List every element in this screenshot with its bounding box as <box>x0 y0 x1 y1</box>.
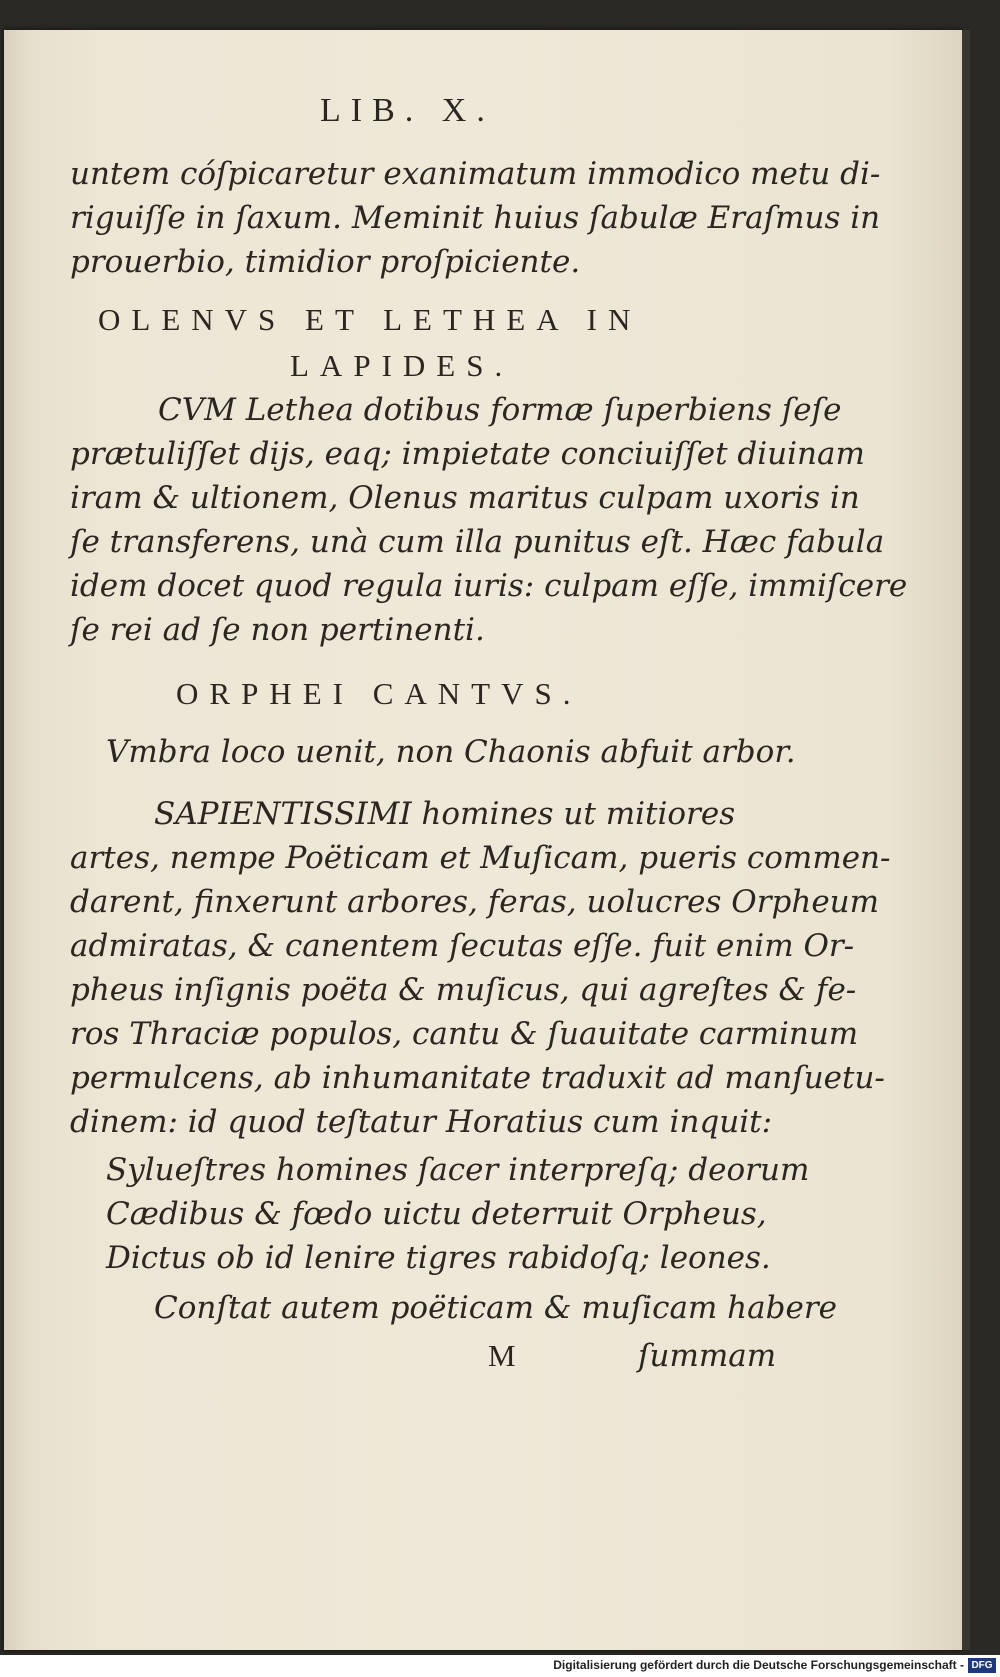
text-line: permulcens, ab inhumanitate traduxit ad manſuetu- <box>70 1060 885 1096</box>
text-line: Conſtat autem poëticam & muſicam habere <box>154 1290 837 1326</box>
signature-mark: M <box>488 1338 516 1373</box>
running-head: LIB. X. <box>320 92 495 129</box>
text-line: untem cóſpicaretur exanimatum immodico metu di- <box>70 156 881 192</box>
verse-line: Cædibus & fœdo uictu deterruit Orpheus, <box>106 1196 767 1232</box>
footer-bar <box>0 1655 1000 1677</box>
section-heading-orphei: ORPHEI CANTVS. <box>176 676 582 711</box>
text-line: SAPIENTISSIMI homines ut mitiores <box>154 796 736 832</box>
text-line: CVM Lethea dotibus formæ ſuperbiens ſeſe <box>158 392 842 428</box>
verse-line: Sylueſtres homines ſacer interpreſq; deorum <box>106 1152 810 1188</box>
text-line: ſe transferens, unà cum illa punitus eſt. Hæc fabula <box>70 524 885 560</box>
text-line: darent, finxerunt arbores, feras, uolucres Orpheum <box>70 884 880 920</box>
motto-line: Vmbra loco uenit, non Chaonis abfuit arbor. <box>106 734 796 770</box>
text-line: artes, nempe Poëticam et Muſicam, pueris commen- <box>70 840 891 876</box>
text-line: pheus inſignis poëta & muſicus, qui agreſtes & fe- <box>70 972 857 1008</box>
text-line: prætuliſſet dijs, eaq; impietate conciuiſſet diuinam <box>70 436 865 472</box>
text-line: idem docet quod regula iuris: culpam eſſe, immiſcere <box>70 568 908 604</box>
text-line: ros Thraciæ populos, cantu & ſuauitate carminum <box>70 1016 859 1052</box>
section-heading-olenus: OLENVS ET LETHEA IN <box>98 302 642 337</box>
text-line: iram & ultionem, Olenus maritus culpam uxoris in <box>70 480 860 516</box>
page-edge <box>962 30 970 1650</box>
text-line: riguiſſe in ſaxum. Meminit huius ſabulæ Eraſmus in <box>70 200 881 236</box>
section-heading-olenus-cont: LAPIDES. <box>290 348 514 383</box>
catchword: ſummam <box>638 1338 777 1374</box>
text-line: ſe rei ad ſe non pertinenti. <box>70 612 485 648</box>
funding-credit: Digitalisierung gefördert durch die Deutsche Forschungsgemeinschaft - <box>553 1658 964 1672</box>
text-line: prouerbio, timidior proſpiciente. <box>70 244 581 280</box>
text-line: admiratas, & canentem ſecutas eſſe. fuit enim Or- <box>70 928 855 964</box>
verse-line: Dictus ob id lenire tigres rabidoſq; leones. <box>106 1240 771 1276</box>
dfg-logo-icon: DFG <box>968 1658 996 1673</box>
text-line: dinem: id quod teſtatur Horatius cum inquit: <box>70 1104 773 1140</box>
